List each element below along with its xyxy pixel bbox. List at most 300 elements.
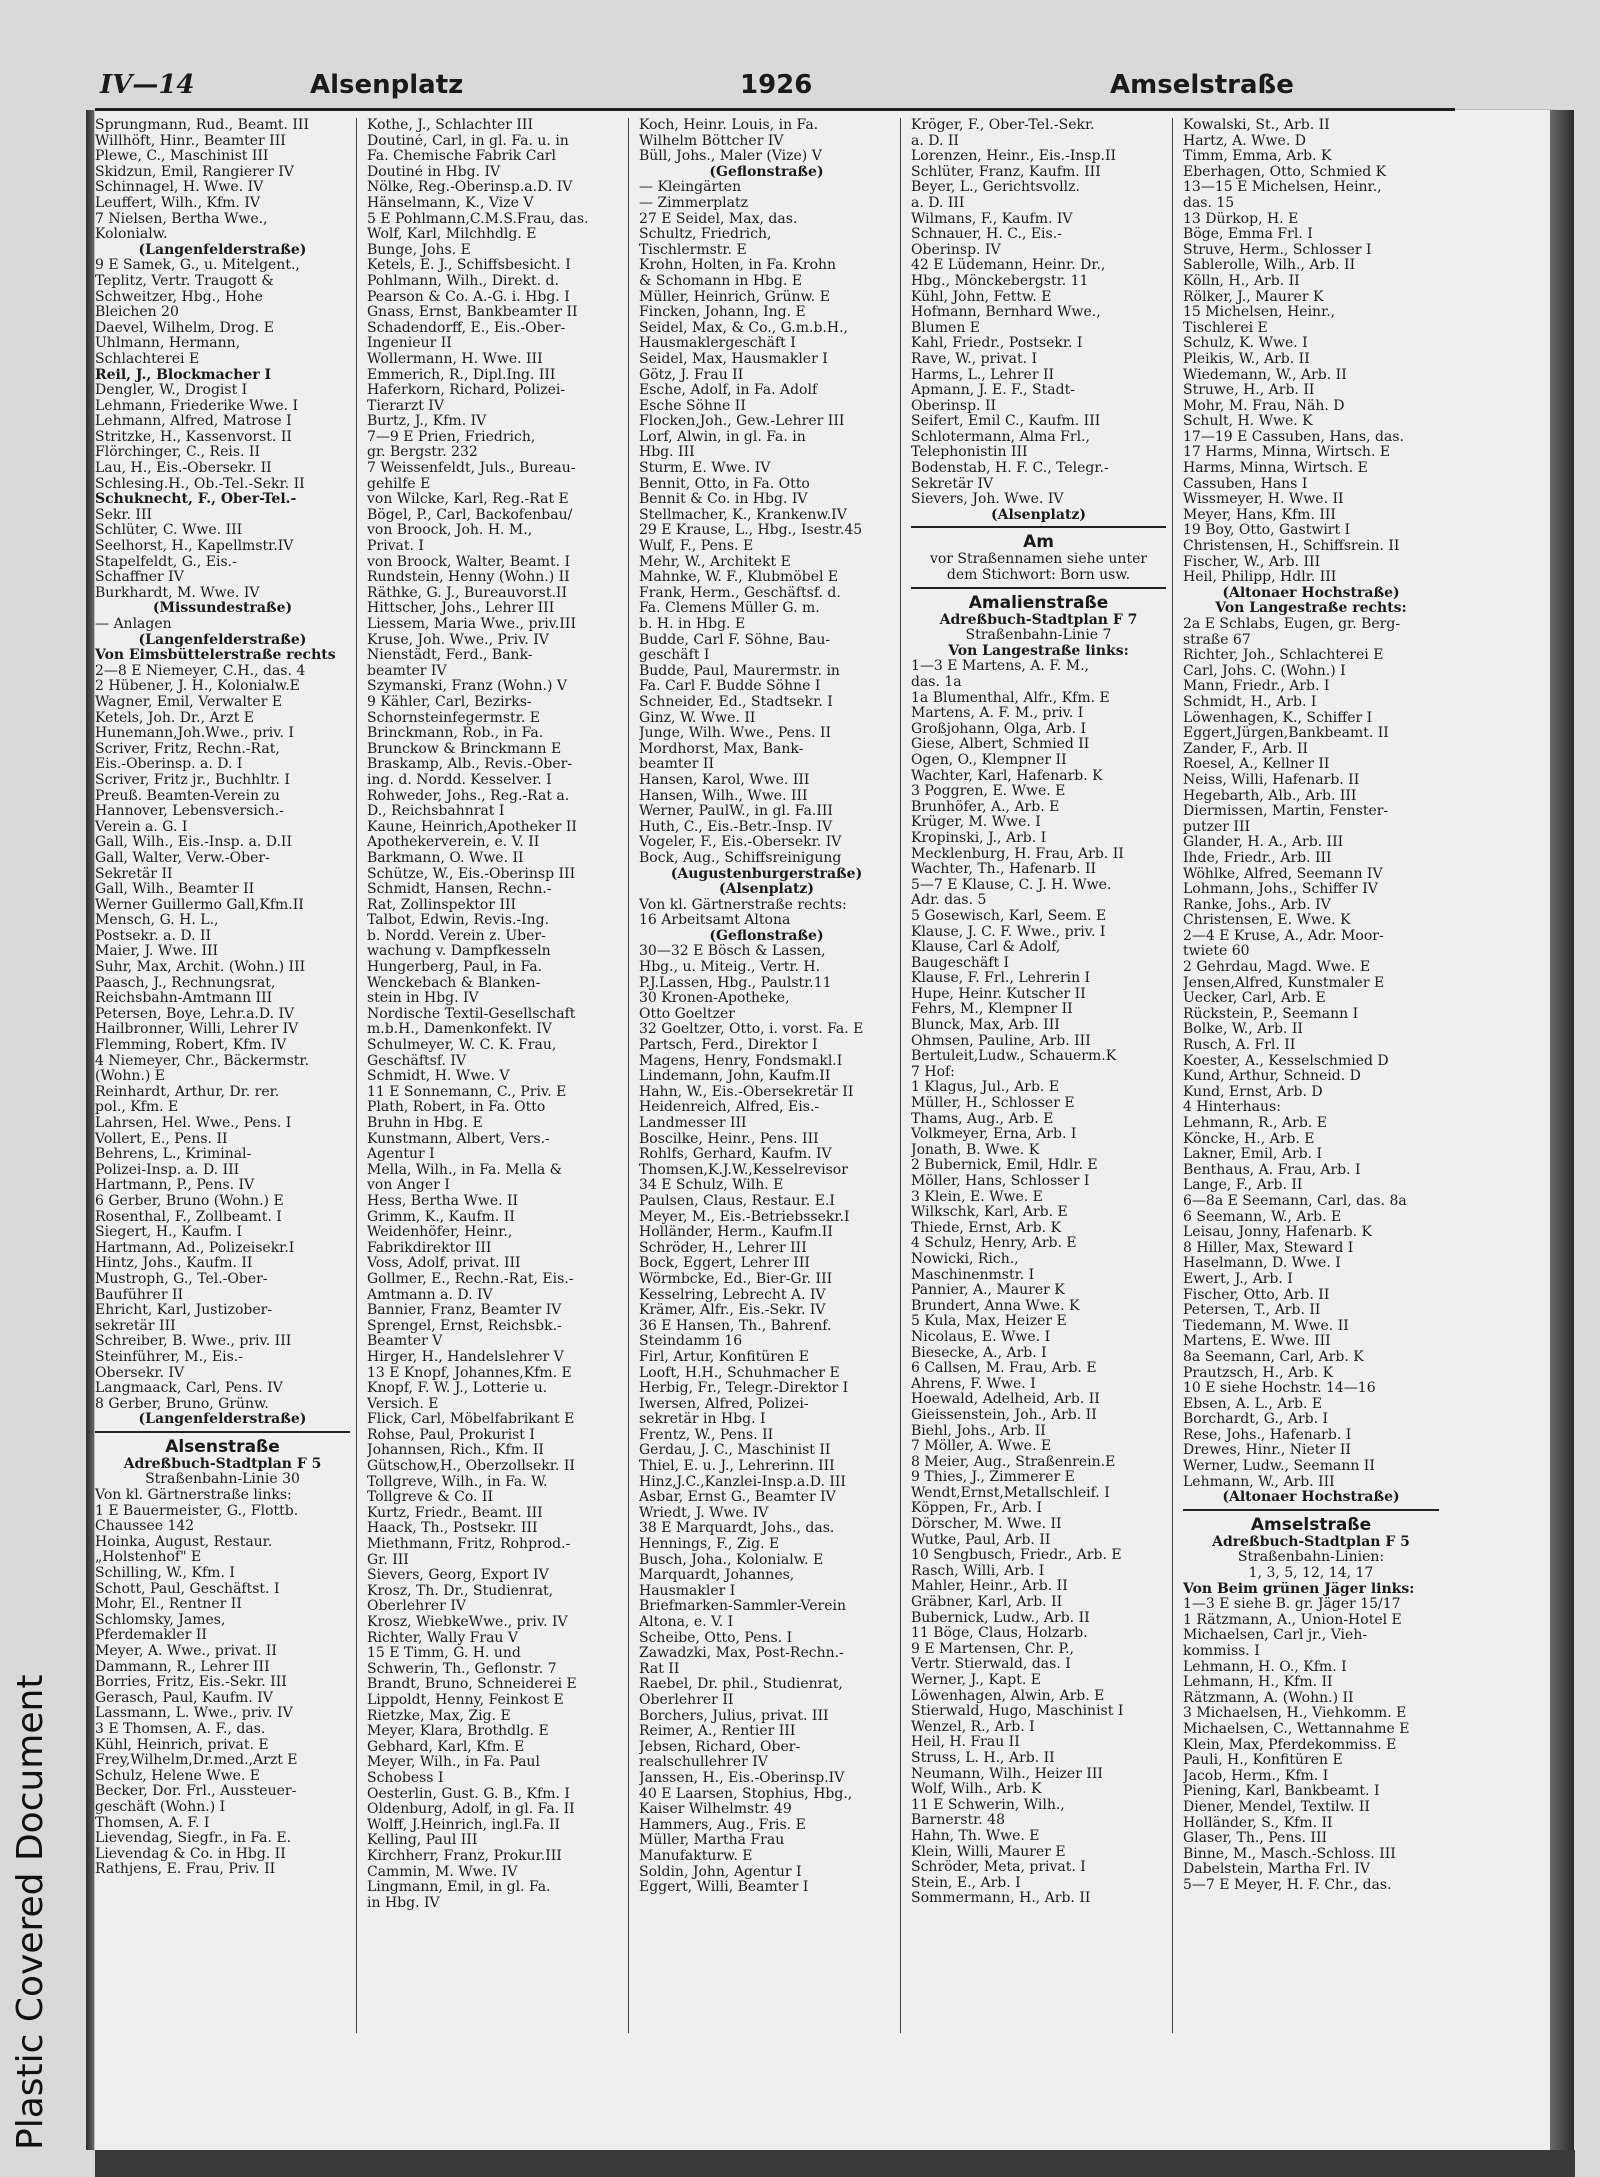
directory-entry: b. Nordd. Verein z. Über- [367,928,546,944]
directory-entry: Liessem, Maria Wwe., priv.III [367,617,576,632]
directory-entry: Hintz, Johs., Kaufm. II [95,1256,253,1272]
directory-entry: Tollgreve, Wilh., in Fa. W. [367,1474,548,1490]
directory-entry: Werner, J., Kapt. E [911,1673,1041,1688]
directory-entry: Krüger, M. Wwe. I [911,815,1041,831]
directory-entry: Sievers, Georg, Export IV [367,1568,549,1584]
directory-entry: Mordhorst, Max, Bank- [639,741,804,757]
directory-entry: Stellmacher, K., Krankenw.IV [639,507,847,523]
directory-entry: Glaser, Th., Pens. III [1183,1831,1328,1847]
directory-entry: beamter IV [367,663,447,679]
directory-entry: Lahrsen, Hel. Wwe., Pens. I [95,1116,292,1131]
directory-entry: Steindamm 16 [639,1334,743,1350]
section-rule [95,1431,350,1433]
directory-entry: Schlomsky, James, [95,1612,226,1628]
directory-entry: Becker, Dor. Frl., Aussteuer- [95,1784,297,1800]
directory-entry: Bleichen 20 [95,305,179,321]
directory-entry: 1—3 E Martens, A. F. M., [911,659,1090,675]
directory-entry: Rusch, A. Frl. II [1183,1038,1296,1054]
directory-entry: Krosz, WiebkeWwe., priv. IV [367,1615,568,1630]
directory-entry: 2 Bubernick, Emil, Hdlr. E [911,1158,1098,1174]
directory-entry: Hartmann, Ad., Polizeisekr.I [95,1240,295,1256]
directory-entry: Paasch, J., Rechnungsrat, [95,975,276,991]
directory-entry: 8 Hiller, Max, Steward I [1183,1240,1354,1256]
directory-entry: pol., Kfm. E [95,1100,179,1116]
directory-entry: Schmidt, Hansen, Rechn.- [367,882,552,898]
directory-entry: Wenckebach & Blanken- [367,975,541,991]
directory-entry: Cammin, M. Wwe. IV [367,1864,518,1880]
directory-entry: Ogen, O., Klempner II [911,752,1067,768]
directory-entry: Eberhagen, Otto, Schmied K [1183,164,1387,180]
directory-entry: „Holstenhof" E [95,1550,202,1566]
directory-entry: Holländer, S., Kfm. II [1183,1815,1333,1831]
directory-entry: 8a Seemann, Carl, Arb. K [1183,1349,1364,1365]
directory-entry: (Altonaer Hochstraße) [1222,1490,1400,1506]
directory-entry: Leisau, Jonny, Hafenarb. K [1183,1225,1372,1241]
directory-entry: Versich. E [367,1396,439,1412]
directory-entry: Glander, H. A., Arb. III [1183,835,1344,851]
directory-entry: Von Langestraße links: [948,643,1129,659]
directory-entry: Möller, Hans, Schlosser I [911,1174,1090,1189]
directory-entry: Schmidt, H., Arb. I [1183,694,1317,710]
directory-entry: Wolf, Wilh., Arb. K [911,1782,1042,1798]
directory-entry: 9 E Samek, G., u. Mitelgent., [95,258,300,274]
directory-entry: beamter II [639,757,714,773]
directory-entry: Fa. Clemens Müller G. m. [639,601,820,617]
directory-entry: Hirger, H., Handelslehrer V [367,1349,564,1365]
directory-entry: gr. Bergstr. 232 [367,445,478,461]
directory-entry: Maschinenmstr. I [911,1267,1035,1283]
directory-entry: Harms, L., Lehrer II [911,367,1055,383]
directory-entry: Wolff, J.Heinrich, ingl.Fa. II [367,1817,561,1833]
directory-entry: (Missundestraße) [152,601,293,617]
right-street-heading: Amselstraße [1110,70,1294,100]
directory-entry: Schornsteinfegermstr. E [367,710,540,726]
directory-entry: von Broock, Walter, Beamt. I [367,554,571,570]
directory-entry: Ebsen, A. L., Arb. E [1183,1396,1323,1412]
directory-entry: Preuß. Beamten-Verein zu [95,788,280,804]
directory-entry: Borchardt, G., Arb. I [1183,1412,1329,1428]
directory-entry: Wilhelm Böttcher IV [639,133,784,149]
section-rule [911,526,1166,528]
directory-entry: Straßenbahn-Linie 7 [965,628,1112,644]
directory-entry: Postsekr. a. D. II [95,928,212,944]
directory-entry: Vollert, E., Pens. II [95,1131,228,1147]
directory-entry: Gräbner, Karl, Arb. II [911,1595,1063,1611]
directory-entry: Ewert, J., Arb. I [1183,1271,1293,1287]
directory-entry: Kund, Arthur, Schneid. D [1183,1069,1361,1085]
directory-entry: Petersen, Boye, Lehr.a.D. IV [95,1006,295,1022]
directory-entry: Hbg., u. Miteig., Vertr. H. [639,960,821,976]
street-heading: Alsenstraße [165,1436,280,1457]
directory-entry: Ohmsen, Pauline, Arb. III [911,1033,1091,1049]
directory-entry: 3 Klein, E. Wwe. E [911,1189,1043,1205]
street-heading: Am [1023,532,1054,553]
directory-entry: 7 Möller, A. Wwe. E [911,1439,1052,1455]
directory-entry: Gerdau, J. C., Maschinist II [639,1443,831,1459]
directory-entry: Krosz, Th. Dr., Studienrat, [367,1583,554,1599]
directory-entry: Polizei-Insp. a. D. III [95,1162,240,1178]
directory-entry: Barkmann, O. Wwe. II [367,850,524,866]
directory-entry: Kowalski, St., Arb. II [1183,118,1330,133]
directory-entry: Tiedemann, M. Wwe. II [1183,1318,1349,1334]
directory-entry: Lohmann, Johs., Schiffer IV [1183,882,1378,898]
directory-entry: Martens, A. F. M., priv. I [911,706,1084,722]
page-number: IV—14 [100,70,195,100]
directory-entry: Heil, Philipp, Hdlr. III [1183,570,1337,586]
directory-entry: Mustroph, G., Tel.-Ober- [95,1271,268,1287]
directory-entry: Nowicki, Rich., [911,1251,1019,1267]
directory-entry: Leuffert, Wilh., Kfm. IV [95,195,260,211]
directory-entry: 9 Thies, J., Zimmerer E [911,1470,1075,1486]
directory-entry: Wriedt, J. Wwe. IV [639,1505,769,1521]
directory-entry: Voss, Adolf, privat. III [367,1256,521,1272]
directory-entry: 13 Dürkop, H. E [1183,211,1299,227]
directory-entry: Schuknecht, F., Ober-Tel.- [95,492,297,508]
directory-entry: Petersen, T., Arb. II [1183,1303,1321,1319]
column-1 [95,118,357,2033]
directory-entry: Raebel, Dr. phil., Studienrat, [639,1677,843,1693]
directory-entry: Klause, F. Frl., Lehrerin I [911,971,1091,987]
directory-entry: von Broock, Joh. H. M., [367,523,533,539]
directory-entry: Adreßbuch-Stadtplan F 5 [1212,1534,1410,1550]
directory-entry: Bauführer II [95,1287,184,1303]
directory-entry: Meyer, M., Eis.-Betriebssekr.I [639,1209,850,1225]
directory-entry: 32 Goeltzer, Otto, i. vorst. Fa. E [639,1022,864,1038]
directory-entry: Budde, Carl F. Söhne, Bau- [639,632,831,648]
directory-entry: 17—19 E Cassuben, Hans, das. [1183,429,1404,445]
directory-entry: Wachter, Th., Hafenarb. II [911,862,1097,878]
directory-entry: Bunge, Johs. E [367,242,471,258]
directory-entry: Biehl, Johs., Arb. II [911,1423,1046,1439]
directory-entry: (Alsenplatz) [991,507,1086,523]
directory-entry: Pferdemakler II [95,1628,207,1644]
directory-entry: Heil, H. Frau II [911,1735,1020,1751]
directory-entry: Hittscher, Johs., Lehrer III [367,601,555,617]
directory-entry: Ehricht, Karl, Justizober- [95,1303,273,1319]
directory-entry: Oberlehrer II [639,1692,734,1708]
side-label: Plastic Covered Document [10,1674,51,2150]
directory-entry: Stein, E., Arb. I [911,1875,1021,1891]
directory-entry: Kelling, Paul III [367,1833,478,1849]
directory-entry: Lakner, Emil, Arb. I [1183,1147,1323,1163]
directory-entry: Wagner, Emil, Verwalter E [95,694,283,710]
directory-entry: Zander, F., Arb. II [1183,741,1309,757]
directory-entry: Wilmans, F., Kaufm. IV [911,211,1073,227]
directory-entry: Landmesser III [639,1116,747,1131]
directory-entry: Koch, Heinr. Louis, in Fa. [639,118,819,133]
directory-entry: Schnauer, H. C., Eis.- [911,227,1062,243]
directory-entry: Steinführer, M., Eis.- [95,1349,243,1365]
directory-entry: Hartmann, P., Pens. IV [95,1178,255,1194]
directory-entry: Manufakturw. E [639,1848,753,1864]
directory-entry: (Altonaer Hochstraße) [1222,585,1400,601]
directory-entry: Uecker, Carl, Arb. E [1183,991,1326,1007]
directory-entry: Plath, Robert, in Fa. Otto [367,1100,546,1116]
directory-entry: Schilling, W., Kfm. I [95,1566,235,1582]
directory-entry: Barnerstr. 48 [911,1813,1006,1829]
directory-entry: Flick, Carl, Möbelfabrikant E [367,1412,575,1428]
directory-entry: Dammann, R., Lehrer III [95,1659,270,1675]
directory-entry: 11 Böge, Claus, Holzarb. [911,1626,1088,1642]
directory-entry: 1—3 E siehe B. gr. Jäger 15/17 [1183,1597,1401,1613]
directory-entry: Meyer, Klara, Brothdlg. E [367,1724,549,1740]
directory-entry: Gebhard, Karl, Kfm. E [367,1739,525,1755]
directory-entry: & Schomann in Hbg. E [639,273,803,289]
directory-entry: Asbar, Ernst G., Beamter IV [639,1490,836,1506]
directory-entry: vor Straßennamen siehe unter [929,552,1148,568]
directory-entry: Rat II [639,1661,680,1677]
directory-entry: Klein, Willi, Maurer E [911,1844,1066,1860]
directory-entry: das. 1a [911,675,962,690]
directory-entry: Kurtz, Friedr., Beamt. III [367,1505,543,1521]
directory-entry: Gall, Walter, Verw.-Ober- [95,850,270,866]
directory-entry: Piening, Karl, Bankbeamt. I [1183,1784,1380,1800]
directory-entry: Struve, Herm., Schlosser I [1183,242,1372,258]
directory-entry: Pauli, H., Konfitüren E [1183,1753,1343,1769]
directory-entry: Hunemann,Joh.Wwe., priv. I [95,726,294,742]
directory-entry: Gall, Wilh., Eis.-Insp. a. D.II [95,835,292,851]
directory-entry: Lehmann, R., Arb. E [1183,1116,1327,1131]
directory-entry: Hartz, A. Wwe. D [1183,133,1306,149]
directory-entry: Privat. I [367,539,424,555]
directory-entry: 5 E Pohlmann,C.M.S.Frau, das. [367,211,589,227]
directory-entry: 2 Gehrdau, Magd. Wwe. E [1183,960,1371,976]
directory-entry: Rasch, Willi, Arb. I [911,1563,1045,1579]
directory-entry: — Zimmerplatz [639,195,748,211]
directory-entry: — Anlagen [95,617,172,632]
directory-entry: Doutiné in Hbg. IV [367,164,501,180]
directory-entry: dem Stichwort: Born usw. [946,568,1131,584]
directory-entry: Adreßbuch-Stadtplan F 7 [939,612,1138,628]
directory-entry: (Augustenburgerstraße) [670,866,863,882]
directory-entry: 34 E Schulz, Wilh. E [639,1178,784,1194]
directory-entry: 5—7 E Meyer, H. F. Chr., das. [1183,1877,1392,1893]
directory-entry: Nicolaus, E. Wwe. I [911,1329,1051,1345]
directory-entry: (Wohn.) E [95,1069,165,1085]
directory-entry: Diener, Mendel, Textilw. II [1183,1799,1370,1815]
directory-entry: 1 Rätzmann, A., Union-Hotel E [1183,1612,1402,1628]
directory-entry: Thomsen,K.J.W.,Kesselrevisor [639,1162,848,1178]
directory-entry: 15 Michelsen, Heinr., [1183,305,1336,321]
directory-entry: P.J.Lassen, Hbg., Paulstr.11 [639,975,832,991]
directory-entry: Werner, PaulW., in gl. Fa.III [639,804,833,820]
directory-entry: — Kleingärten [639,180,742,196]
directory-entry: Von kl. Gärtnerstraße rechts: [639,897,847,913]
directory-entry: 5—7 E Klause, C. J. H. Wwe. [911,877,1112,893]
directory-entry: stein in Hbg. IV [367,991,479,1007]
directory-entry: 2 Hübener, J. H., Kolonialw.E [95,679,300,695]
directory-entry: Burtz, J., Kfm. IV [367,414,487,430]
directory-entry: 7—9 E Prien, Friedrich, [367,429,536,445]
directory-entry: Hegebarth, Alb., Arb. III [1183,788,1357,804]
directory-entry: (Alsenplatz) [719,882,814,898]
directory-entry: das. 15 [1183,195,1235,211]
directory-entry: 6 Callsen, M. Frau, Arb. E [911,1361,1097,1377]
directory-entry: Reimer, A., Rentier III [639,1724,796,1740]
directory-entry: Bruhn in Hbg. E [367,1116,483,1131]
directory-entry: Hess, Bertha Wwe. II [367,1193,519,1209]
directory-entry: Böge, Emma Frl. I [1183,227,1313,243]
directory-entry: Giese, Albert, Schmied II [911,737,1090,753]
directory-entry: Ketels, E. J., Schiffsbesicht. I [367,258,571,274]
directory-entry: Mensch, G. H. L., [95,913,219,929]
directory-entry: Müller, Martha Frau [639,1833,785,1849]
directory-entry: Lippoldt, Henny, Feinkost E [367,1692,564,1708]
directory-entry: 7 Hof: [911,1064,955,1080]
directory-entry: Haselmann, D. Wwe. I [1183,1256,1341,1272]
directory-entry: Rundstein, Henny (Wohn.) II [367,570,570,586]
directory-entry: Vertr. Stierwald, das. I [911,1657,1071,1673]
directory-entry: Wiedemann, W., Arb. II [1183,367,1347,383]
directory-entry: Tollgreve & Co. II [367,1490,493,1506]
directory-entry: sekretär in Hbg. I [639,1412,766,1428]
directory-entry: Bertuleit,Ludw., Schauerm.K [911,1049,1117,1065]
directory-entry: putzer III [1183,819,1250,835]
directory-entry: Rohweder, Johs., Reg.-Rat a. [367,788,570,804]
directory-entry: Hofmann, Bernhard Wwe., [911,305,1101,321]
directory-entry: Oldenburg, Adolf, in gl. Fa. II [367,1802,575,1818]
directory-entry: Rese, Johs., Hafenarb. I [1183,1427,1352,1443]
directory-entry: Flemming, Robert, Kfm. IV [95,1038,287,1054]
directory-entry: Fincken, Johann, Ing. E [639,305,806,321]
directory-entry: Kaune, Heinrich,Apotheker II [367,819,577,835]
directory-entry: Gnass, Ernst, Bankbeamter II [367,305,578,321]
directory-entry: Rohse, Paul, Prokurist I [367,1427,535,1443]
directory-entry: Budde, Paul, Maurermstr. in [639,663,840,679]
directory-entry: Frey,Wilhelm,Dr.med.,Arzt E [95,1753,298,1769]
directory-entry: Straßenbahn-Linien: [1237,1550,1385,1566]
directory-entry: Cassuben, Hans I [1183,476,1308,492]
directory-entry: Uhlmann, Hermann, [95,336,241,352]
directory-entry: Thomsen, A. F. I [95,1815,210,1831]
directory-entry: geschäft I [639,648,710,664]
directory-entry: Lehmann, H. O., Kfm. I [1183,1659,1347,1675]
directory-entry: Kesselring, Lebrecht A. IV [639,1287,826,1303]
directory-entry: Ingenieur II [367,336,452,352]
directory-entry: Richter, Joh., Schlachterei E [1183,648,1384,664]
directory-entry: Ginz, W. Wwe. II [639,710,756,726]
directory-entry: Boscilke, Heinr., Pens. III [639,1131,819,1147]
directory-entry: Hänselmann, K., Vize V [367,195,534,211]
directory-entry: Eggert, Willi, Beamter I [639,1880,809,1896]
directory-entry: Meyer, A. Wwe., privat. II [95,1644,277,1659]
directory-entry: Pearson & Co. A.-G. i. Hbg. I [367,289,570,305]
directory-entry: Werner Guillermo Gall,Kfm.II [95,897,304,913]
directory-entry: Schlotermann, Alma Frl., [911,429,1090,445]
directory-entry: Rätzmann, A. (Wohn.) II [1183,1690,1354,1706]
directory-entry: 4 Schulz, Henry, Arb. E [911,1236,1077,1252]
directory-entry: Schröder, Meta, privat. I [911,1860,1086,1876]
directory-entry: Benthaus, A. Frau, Arb. I [1183,1162,1361,1178]
directory-entry: Reichsbahn-Amtmann III [95,991,273,1007]
directory-entry: Fa. Chemische Fabrik Carl [367,149,556,165]
directory-entry: Lau, H., Eis.-Obersekr. II [95,461,272,477]
directory-entry: Von Langestraße rechts: [1215,601,1407,617]
directory-entry: 3 Michaelsen, H., Viehkomm. E [1183,1706,1407,1722]
directory-entry: Herbig, Fr., Telegr.-Direktor I [639,1381,849,1397]
directory-entry: 2a E Schlabs, Eugen, gr. Berg- [1183,617,1401,632]
directory-entry: Mann, Friedr., Arb. I [1183,679,1330,695]
directory-entry: (Langenfelderstraße) [138,242,307,258]
column-5 [1183,118,1445,2033]
directory-entry: Hungerberg, Paul, in Fa. [367,960,543,976]
directory-entry: Hoinka, August, Restaur. [95,1534,273,1550]
directory-entry: Ketels, Joh. Dr., Arzt E [95,710,255,726]
directory-entry: Eis.-Oberinsp. a. D. I [95,757,243,773]
directory-entry: Wollermann, H. Wwe. III [367,351,543,367]
directory-entry: Schaffner IV [95,570,184,586]
directory-entry: Schlüter, C. Wwe. III [95,523,243,539]
directory-entry: von Anger I [367,1178,450,1194]
directory-entry: Hannover, Lebensversich.- [95,804,284,820]
directory-entry: Kirchherr, Franz, Prokur.III [367,1848,562,1864]
directory-entry: Mahnke, W. F., Klubmöbel E [639,570,839,586]
directory-entry: Klein, Max, Pferdekommiss. E [1183,1737,1397,1753]
header-rule [95,108,1455,111]
directory-entry: Meyer, Wilh., in Fa. Paul [367,1755,540,1771]
directory-entry: Doutiné, Carl, in gl. Fa. u. in [367,133,569,149]
directory-entry: Ranke, Johs., Arb. IV [1183,897,1331,913]
directory-entry: Lassmann, L. Wwe., priv. IV [95,1706,293,1722]
directory-entry: Behrens, L., Kriminal- [95,1147,252,1163]
directory-entry: 16 Arbeitsamt Altona [639,913,791,929]
directory-entry: Oberinsp. IV [911,242,1001,258]
page-edge-shadow [1550,110,1574,2150]
directory-entry: Tischlermstr. E [639,242,747,258]
directory-entry: Seelhorst, H., Kapellmstr.IV [95,539,294,555]
directory-entry: Schobess I [367,1770,444,1786]
directory-entry: Sturm, E. Wwe. IV [639,461,771,477]
directory-entry: Grimm, K., Kaufm. II [367,1209,515,1225]
directory-entry: Koester, A., Kesselschmied D [1183,1053,1389,1069]
directory-entry: Soldin, John, Agentur I [639,1864,802,1880]
directory-entry: Ihde, Friedr., Arb. III [1183,850,1332,866]
directory-entry: Schadendorff, E., Eis.-Ober- [367,320,566,336]
directory-entry: Telephonistin III [911,445,1028,461]
directory-entry: Kunstmann, Albert, Vers.- [367,1131,550,1147]
directory-entry: Kolonialw. [95,227,168,243]
directory-entry: Schreiber, B. Wwe., priv. III [95,1334,292,1350]
directory-entry: Lorenzen, Heinr., Eis.-Insp.II [911,149,1117,165]
directory-entry: Rietzke, Max, Zig. E [367,1708,511,1724]
directory-entry: Klause, Carl & Adolf, [911,940,1061,956]
directory-entry: Hansen, Karol, Wwe. III [639,772,810,788]
directory-entry: Mohr, M. Frau, Näh. D [1183,398,1345,414]
directory-entry: Scheibe, Otto, Pens. I [639,1630,793,1646]
directory-entry: Maier, J. Wwe. III [95,944,219,960]
directory-entry: Büll, Johs., Maler (Vize) V [639,149,822,165]
directory-entry: Jonath, B. Wwe. K [911,1142,1040,1158]
year-heading: 1926 [740,70,813,100]
directory-entry: Bennit & Co. in Hbg. IV [639,492,808,508]
directory-entry: Schinnagel, H. Wwe. IV [95,180,264,196]
directory-entry: Seifert, Emil C., Kaufm. III [911,414,1101,430]
directory-entry: Bodenstab, H. F. C., Telegr.- [911,461,1109,477]
directory-entry: kommiss. I [1183,1644,1260,1659]
directory-entry: Baugeschäft I [911,955,1010,971]
directory-entry: Wörmbcke, Ed., Bier-Gr. III [639,1271,833,1287]
directory-entry: Rohlfs, Gerhard, Kaufm. IV [639,1147,832,1163]
directory-entry: Großjohann, Olga, Arb. I [911,721,1087,737]
column-2 [367,118,629,2033]
directory-entry: Müller, Heinrich, Grünw. E [639,289,830,305]
directory-entry: Kaiser Wilhelmstr. 49 [639,1802,792,1818]
directory-entry: Otto Goeltzer [639,1006,735,1022]
directory-entry: Briefmarken-Sammler-Verein [639,1599,846,1615]
directory-entry: Tierarzt IV [367,398,444,414]
directory-entry: Rave, W., privat. I [911,351,1038,367]
directory-entry: Lehmann, W., Arb. III [1183,1474,1335,1490]
